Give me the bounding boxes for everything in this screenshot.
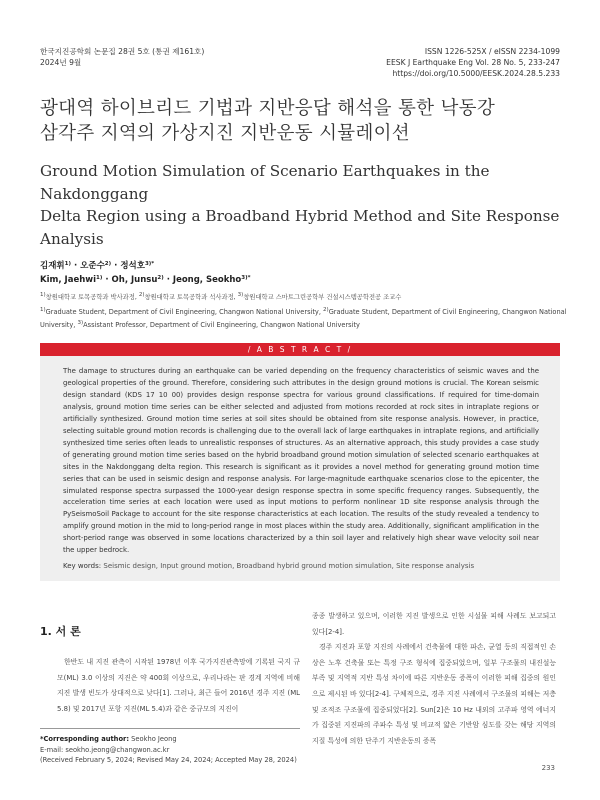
author-sup: 3)* xyxy=(144,261,155,267)
aff-sup: 1) xyxy=(40,292,46,298)
title-en-line: Analysis xyxy=(40,229,104,248)
aff-sup: 3) xyxy=(237,292,244,298)
affiliation: 창원대학교 토목공학과 박사과정, xyxy=(45,294,139,301)
author-sup: 1) xyxy=(64,261,71,267)
author-separator: · xyxy=(73,261,78,271)
issn: ISSN 1226-525X / eISSN 2234-1099 xyxy=(424,47,560,56)
corresponding-label: *Corresponding author: xyxy=(40,735,130,743)
paragraph: 종종 발생하고 있으며, 이러한 지진 발생으로 인한 시설물 피해 사례도 보고되고 있다[2-4]. xyxy=(312,612,556,636)
paragraph: 한반도 내 지진 관측이 시작된 1978년 이후 국가지진관측망에 기록된 국지 규모(ML) 3.0 이상의 지진은 약 400회 이상으로, 우리나라는 판 경계 지역에 비해 지진 발생 빈도가 상대적으로 낮다[1]. 그러나, 최근 들어 2016년 경주 지진 (ML 5.8) 및 2017년 포항 지진(ML 5.4)과 같은 중규모의 지진이 xyxy=(57,658,300,713)
corresponding-name: Seokho Jeong xyxy=(131,735,177,743)
affiliations-ko xyxy=(40,292,401,301)
corresponding-email[interactable]: E-mail: seokho.jeong@changwon.ac.kr xyxy=(40,745,170,754)
affiliation: 창원대학교 토목공학과 석사과정, xyxy=(144,294,238,301)
author-name: Kim, Jaehwi xyxy=(40,275,97,285)
received-dates: (Received February 5, 2024; Revised May 24, 2024; Accepted May 28, 2024) xyxy=(40,756,297,764)
affiliation: Graduate Student, Department of Civil Engineering, Changwon National University, xyxy=(45,308,324,316)
journal-header-right xyxy=(386,46,560,79)
keywords-list: Seismic design, Input ground motion, Broadband hybrid ground motion simulation, Site response analysis xyxy=(103,562,475,570)
author-separator: · xyxy=(114,261,118,271)
author-name: 김재휘 xyxy=(40,261,65,271)
correspondence-note xyxy=(40,734,297,766)
affiliation: 창원대학교 스마트그린공학부 건설시스템공학전공 조교수 xyxy=(243,294,402,301)
body-column-right xyxy=(312,609,556,749)
section-heading: 1. 서 론 xyxy=(40,625,81,638)
author-sup: 3)* xyxy=(241,275,251,281)
issue-date-ko: 2024년 9월 xyxy=(40,58,82,67)
title-en-line: Delta Region using a Broadband Hybrid Method and Site Response xyxy=(40,207,560,225)
body-column-left xyxy=(57,655,300,717)
author-sup: 1) xyxy=(96,275,103,281)
paper-title-ko xyxy=(40,96,570,146)
author-sup: 2) xyxy=(157,275,164,281)
aff-sup: 2) xyxy=(323,307,329,313)
affiliation: Assistant Professor, Department of Civil Engineering, Changwon National University xyxy=(83,321,360,329)
title-ko-line: 삼각주 지역의 가상지진 지반운동 시뮬레이션 xyxy=(40,123,410,144)
aff-sup: 1) xyxy=(40,307,46,313)
author-separator: · xyxy=(166,275,170,285)
journal-header-left xyxy=(40,46,204,68)
journal-name-ko: 한국지진공학회 논문집 28권 5호 (통권 제161호) xyxy=(40,47,205,56)
aff-sup: 2) xyxy=(138,292,145,298)
author-list-ko xyxy=(40,259,154,271)
paper-title-en xyxy=(40,160,570,250)
aff-sup: 3) xyxy=(77,320,84,326)
title-ko-line: 광대역 하이브리드 기법과 지반응답 해석을 통한 낙동강 xyxy=(40,98,496,119)
affiliation: Graduate Student, Department of Civil Engineering, Changwon National University, xyxy=(40,308,567,329)
author-list-en xyxy=(40,275,251,285)
keywords xyxy=(63,562,474,570)
abstract-heading: / A B S T R A C T / xyxy=(40,343,560,356)
keywords-label: Key words: xyxy=(63,562,102,570)
author-name: 정석호 xyxy=(120,261,145,271)
author-name: Oh, Junsu xyxy=(111,275,158,285)
doi-link[interactable]: https://doi.org/10.5000/EESK.2024.28.5.233 xyxy=(392,69,560,78)
author-separator: · xyxy=(105,275,109,285)
page-number: 233 xyxy=(541,764,555,772)
author-name: 오준수 xyxy=(80,261,105,271)
author-name: Jeong, Seokho xyxy=(172,275,242,285)
title-en-line: Ground Motion Simulation of Scenario Earthquakes in the Nakdonggang xyxy=(40,162,490,203)
abstract-text: The damage to structures during an earthquake can be varied depending on the frequency characteristics of seismic waves and the geological properties of the ground. Therefore, considering such attributes in the design ground motions is crucial. The Korean seismic design standard (KDS 17 10 00) provides design response spectra for various ground classifications. If required for time-domain analysis, ground motion time series can be either selected and adjusted from motions recorded at rock sites in intraplate regions or artificially synthesized. Ground motion time series at soil sites should be obtained from site response analysis. However, in practice, selecting suitable ground motion records is challenging due to the overall lack of large earthquakes in intraplate regions, and artificially synthesized time series often leads to unrealistic responses of structures. As an alternative approach, this study provides a case study of generating ground motion time series based on the hybrid broadband ground motion simulation of selected scenario earthquakes at sites in the Nakdonggang delta region. This research is significant as it provides a novel method for generating ground motion time series that can be used in seismic design and response analysis. For large-magnitude earthquake scenarios close to the epicenter, the simulated response spectra surpassed the 1000-year design response spectra in some specific frequency ranges. Subsequently, the acceleration time series at each location were used as input motions to perform nonlinear 1D site response analysis through the PySeismoSoil Package to account for the site response characteristics at each location. The results of the study revealed a tendency to amplify ground motion in the mid to long-period range in most places within the study area. Additionally, significant amplification in the short-period range was observed in some locations characterized by a thin soil layer and relatively high shear wave velocity soil near the upper bedrock. xyxy=(63,367,539,555)
paragraph: 경주 지진과 포항 지진의 사례에서 건축물에 대한 파손, 균열 등의 직접적인 손상은 노후 건축물 또는 특정 구조 형식에 집중되었으며, 일부 구조물의 내진설능 부족 및 지역적 지반 특성 차이에 따른 지반운동 증폭이 이러한 피해 집중의 원인으로 제시된 바 있다[2-4]. 구체적으로, 경주 지진 사례에서 구조물의 피해는 저층 및 조적조 구조물에 집중되었다[2]. Sun[2]은 10 Hz 내외의 고주파 영역 에너지가 집중된 지진파의 주파수 특성 및 비교적 얇은 기반암 심도를 갖는 해당 지역의 지질 특성에 의한 단주기 지반운동의 증폭 xyxy=(312,643,556,745)
affiliations-en xyxy=(40,305,570,331)
footnote-divider xyxy=(40,728,300,729)
journal-name-en: EESK J Earthquake Eng Vol. 28 No. 5, 233-247 xyxy=(386,58,560,67)
author-sup: 2) xyxy=(104,261,112,267)
